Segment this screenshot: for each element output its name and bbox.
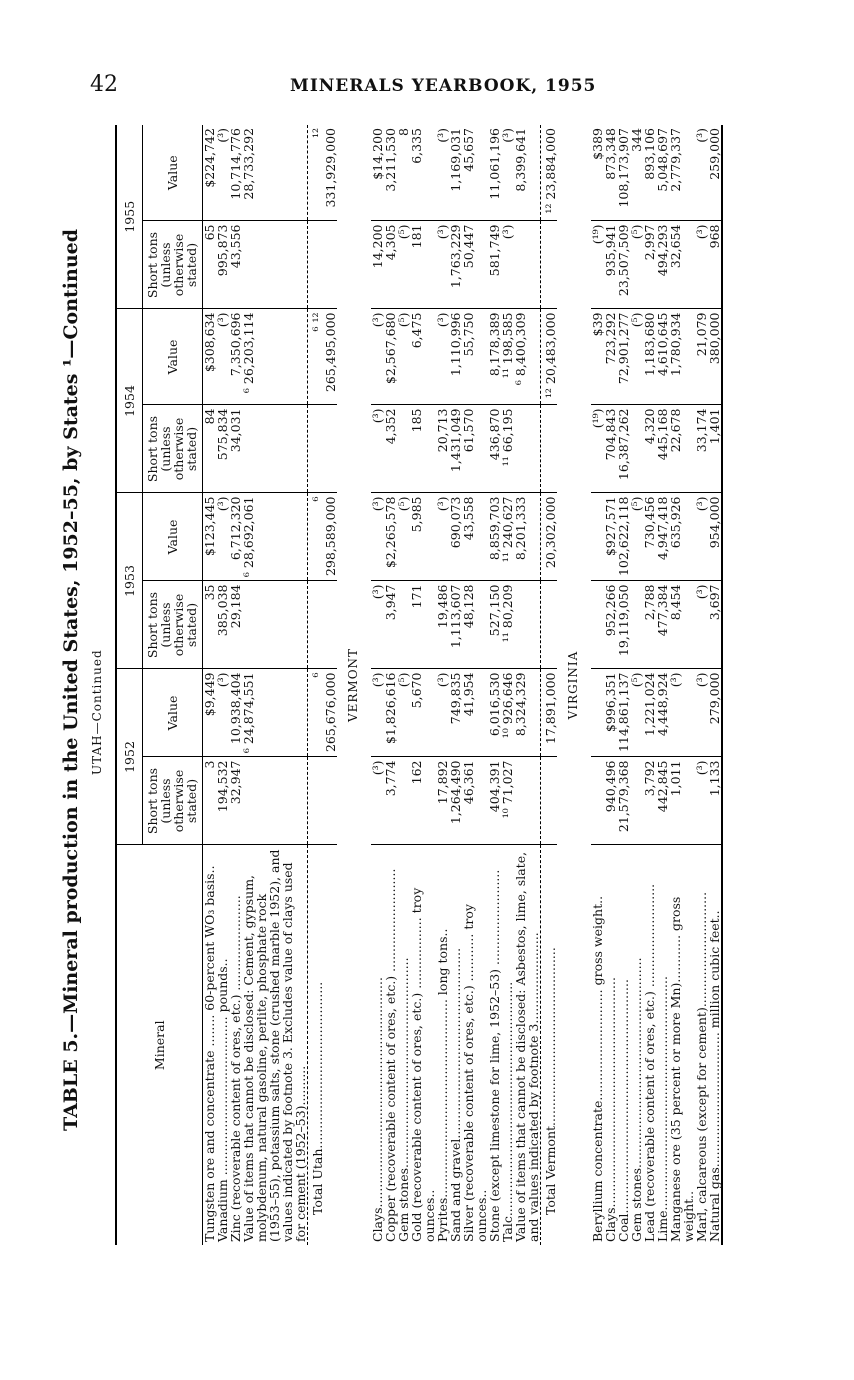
cell-value: 55,750: [462, 309, 488, 405]
cell-value: 3: [202, 757, 216, 845]
cell-value: 65: [202, 221, 216, 309]
cell-value: ¹⁰ 71,027: [501, 757, 514, 845]
cell-value: 6,475: [410, 309, 436, 405]
cell-value: [540, 221, 557, 309]
cell-value: (³): [669, 669, 695, 757]
cell-value: (³): [695, 493, 708, 581]
cell-value: 1,431,049: [449, 405, 462, 493]
cell-value: $9,449: [202, 669, 216, 757]
cell-value: [307, 221, 337, 309]
cell-value: 21,079: [695, 309, 708, 405]
cell-value: $224,742: [202, 125, 216, 221]
column-header-value: Value: [142, 125, 202, 221]
mineral-name: Marl, calcareous (except for cement).............................: [693, 891, 709, 1242]
table-row: [708, 125, 722, 1245]
rotated-table-block: [60, 115, 790, 1245]
cell-value: 17,891,000: [540, 669, 557, 757]
cell-value: [397, 405, 410, 493]
cell-value: 436,870: [488, 405, 501, 493]
cell-value: 45,657: [462, 125, 488, 221]
cell-value: [242, 405, 308, 493]
cell-value: 259,000: [708, 125, 722, 221]
table-row: [617, 125, 630, 1245]
table-row: [242, 125, 308, 1245]
cell-value: [307, 405, 337, 493]
mineral-name: Clays..........................................................: [369, 977, 385, 1242]
cell-value: 14,200: [371, 221, 384, 309]
cell-value: (³): [695, 757, 708, 845]
column-header-quantity: Short tons (unless otherwise stated): [142, 757, 202, 845]
cell-value: 50,447: [462, 221, 488, 309]
cell-value: 32,654: [669, 221, 695, 309]
cell-value: 171: [410, 581, 436, 669]
cell-value: 6,712,320: [229, 493, 242, 581]
cell-value: (⁵): [630, 221, 643, 309]
cell-value: (³): [371, 405, 384, 493]
cell-value: 41,954: [462, 669, 488, 757]
cell-value: 380,000: [708, 309, 722, 405]
state-heading-virginia: VIRGINIA: [566, 650, 580, 720]
cell-value: $927,571: [604, 493, 617, 581]
cell-value: [514, 757, 541, 845]
cell-value: 1,169,031: [449, 125, 462, 221]
mineral-name: Manganese ore (35 percent or more Mn)............ gross weight..: [667, 896, 696, 1242]
table-row: [410, 125, 436, 1245]
cell-value: 72,901,277: [617, 309, 630, 405]
cell-value: (³): [216, 669, 229, 757]
mineral-name: Coal...........................................................: [615, 979, 631, 1242]
state-heading-vermont: VERMONT: [346, 647, 360, 723]
table-row: [229, 125, 242, 1245]
table-body: [202, 125, 722, 1245]
cell-value: [540, 581, 557, 669]
state-heading-utah: UTAH—Continued: [90, 649, 104, 775]
cell-value: $389: [591, 125, 604, 221]
cell-value: [540, 757, 557, 845]
table-title: TABLE 5.—Mineral production in the United States, 1952–55, by States ¹—Continued: [60, 228, 82, 1132]
cell-value: 730,456: [643, 493, 656, 581]
column-header-year-1955: 1955: [116, 125, 142, 309]
cell-value: 29,184: [229, 581, 242, 669]
page-header: [0, 72, 854, 102]
cell-value: 527,150: [488, 581, 501, 669]
cell-value: (⁵): [397, 221, 410, 309]
table-row: [591, 125, 604, 1245]
cell-value: (³): [371, 581, 384, 669]
cell-value: 4,305: [384, 221, 397, 309]
cell-value: 108,173,907: [617, 125, 630, 221]
cell-value: 968: [708, 221, 722, 309]
cell-value: (¹⁹): [591, 221, 604, 309]
cell-value: [514, 581, 541, 669]
column-header-mineral: Mineral: [116, 845, 202, 1245]
mineral-name: Value of items that cannot be disclosed: Cement, gypsum, molybdenum, natural gasoline, perlite, phosphate rock (1953–55), potassium salts, stone (crushed marble 1952), and values indicated by footnote 3. Excludes value of clays used for cement (1952–53)..........: [240, 849, 308, 1242]
cell-value: ¹² 20,483,000: [540, 309, 557, 405]
cell-value: (³): [501, 125, 514, 221]
cell-value: 10,714,776: [229, 125, 242, 221]
cell-value: 4,610,645: [656, 309, 669, 405]
cell-value: 10,938,404: [229, 669, 242, 757]
cell-value: 16,387,262: [617, 405, 630, 493]
table-row: [630, 125, 643, 1245]
cell-value: (⁵): [397, 309, 410, 405]
cell-value: 48,128: [462, 581, 488, 669]
cell-value: 1,264,490: [449, 757, 462, 845]
cell-value: 11,061,196: [488, 125, 501, 221]
cell-value: [242, 757, 308, 845]
cell-value: ⁶ 265,676,000: [307, 669, 337, 757]
cell-value: (³): [436, 493, 449, 581]
cell-value: 194,532: [216, 757, 229, 845]
cell-value: 43,556: [229, 221, 242, 309]
cell-value: $308,634: [202, 309, 216, 405]
cell-value: [591, 493, 604, 581]
total-row: [540, 125, 557, 1245]
table-row: [501, 125, 514, 1245]
cell-value: 445,168: [656, 405, 669, 493]
cell-value: ⁶ ¹² 265,495,000: [307, 309, 337, 405]
cell-value: (⁵): [630, 493, 643, 581]
cell-value: (³): [695, 221, 708, 309]
cell-value: 162: [410, 757, 436, 845]
cell-value: 477,384: [656, 581, 669, 669]
table-row: [488, 125, 501, 1245]
cell-value: [630, 581, 643, 669]
mineral-name: Vanadium ........................................ pounds..: [214, 958, 230, 1242]
cell-value: 19,486: [436, 581, 449, 669]
mineral-name: Pyrites.................................................. long tons..: [434, 928, 450, 1242]
table-row: [514, 125, 541, 1245]
cell-value: (³): [695, 669, 708, 757]
cell-value: ¹² 331,929,000: [307, 125, 337, 221]
cell-value: (³): [695, 125, 708, 221]
cell-value: $39: [591, 309, 604, 405]
cell-value: [242, 221, 308, 309]
cell-value: 749,835: [449, 669, 462, 757]
cell-value: ¹¹ 80,209: [501, 581, 514, 669]
cell-value: 19,119,050: [617, 581, 630, 669]
table-row: [384, 125, 397, 1245]
cell-value: ¹² 23,884,000: [540, 125, 557, 221]
cell-value: 8: [397, 125, 410, 221]
column-header-value: Value: [142, 493, 202, 581]
cell-value: (³): [436, 125, 449, 221]
cell-value: 385,038: [216, 581, 229, 669]
column-header-year-1954: 1954: [116, 309, 142, 493]
column-header-value: Value: [142, 669, 202, 757]
mineral-name: Value of items that cannot be disclosed: Asbestos, lime, slate, and values indicated by footnote 3.......................: [512, 851, 541, 1242]
column-header-year-1952: 1952: [116, 669, 142, 845]
column-header-value: Value: [142, 309, 202, 405]
mineral-name: Copper (recoverable content of ores, etc.) ..........................: [382, 868, 398, 1242]
cell-value: (⁵): [630, 309, 643, 405]
column-header-quantity: Short tons (unless otherwise stated): [142, 405, 202, 493]
cell-value: 723,292: [604, 309, 617, 405]
cell-value: 22,678: [669, 405, 695, 493]
cell-value: 442,845: [656, 757, 669, 845]
cell-value: 3,774: [384, 757, 397, 845]
cell-value: (³): [695, 581, 708, 669]
table-row: [397, 125, 410, 1245]
cell-value: [591, 581, 604, 669]
cell-value: 1,401: [708, 405, 722, 493]
column-header-year-1953: 1953: [116, 493, 142, 669]
cell-value: (³): [371, 669, 384, 757]
cell-value: (³): [436, 221, 449, 309]
cell-value: 61,570: [462, 405, 488, 493]
cell-value: ⁶ 26,203,114: [242, 309, 308, 405]
cell-value: 279,000: [708, 669, 722, 757]
cell-value: 8,859,703: [488, 493, 501, 581]
cell-value: [242, 581, 308, 669]
cell-value: (³): [216, 309, 229, 405]
cell-value: 873,348: [604, 125, 617, 221]
cell-value: 8,178,389: [488, 309, 501, 405]
cell-value: $14,200: [371, 125, 384, 221]
table-row: [449, 125, 462, 1245]
cell-value: [397, 757, 410, 845]
cell-value: 2,997: [643, 221, 656, 309]
cell-value: 1,763,229: [449, 221, 462, 309]
cell-value: 494,293: [656, 221, 669, 309]
cell-value: (³): [371, 309, 384, 405]
cell-value: 20,302,000: [540, 493, 557, 581]
cell-value: 8,399,641: [514, 125, 541, 221]
cell-value: 6,016,530: [488, 669, 501, 757]
mineral-name: Lime...........................................................: [654, 976, 670, 1242]
table-row: [656, 125, 669, 1245]
cell-value: 1,011: [669, 757, 695, 845]
cell-value: 1,183,680: [643, 309, 656, 405]
table-row: [604, 125, 617, 1245]
mineral-name: Talc...........................................................: [499, 981, 515, 1242]
cell-value: [397, 581, 410, 669]
mineral-name: Zinc (recoverable content of ores, etc.) ........................: [227, 895, 243, 1242]
cell-value: 35: [202, 581, 216, 669]
cell-value: 46,361: [462, 757, 488, 845]
cell-value: 3,947: [384, 581, 397, 669]
cell-value: 635,926: [669, 493, 695, 581]
cell-value: ⁶ 8,400,309: [514, 309, 541, 405]
cell-value: (³): [436, 309, 449, 405]
mineral-name: Gem stones.....................................................: [395, 957, 411, 1242]
cell-value: 5,670: [410, 669, 436, 757]
cell-value: 32,947: [229, 757, 242, 845]
cell-value: (³): [371, 757, 384, 845]
mineral-name: Natural gas.................................. million cubic feet..: [708, 845, 722, 1245]
mineral-name: Gold (recoverable content of ores, etc.) .................. troy ounces..: [408, 887, 437, 1242]
cell-value: 6,335: [410, 125, 436, 221]
column-header-quantity: Short tons (unless otherwise stated): [142, 581, 202, 669]
cell-value: [307, 581, 337, 669]
cell-value: [591, 757, 604, 845]
column-header-quantity: Short tons (unless otherwise stated): [142, 221, 202, 309]
cell-value: [540, 405, 557, 493]
cell-value: (⁵): [630, 669, 643, 757]
cell-value: 4,448,924: [656, 669, 669, 757]
cell-value: ⁶ 28,692,061: [242, 493, 308, 581]
table-row: [695, 125, 708, 1245]
cell-value: ⁶ 298,589,000: [307, 493, 337, 581]
cell-value: 2,779,337: [669, 125, 695, 221]
cell-value: ¹⁰ 926,646: [501, 669, 514, 757]
cell-value: 43,558: [462, 493, 488, 581]
cell-value: 2,788: [643, 581, 656, 669]
cell-value: 84: [202, 405, 216, 493]
cell-value: 704,843: [604, 405, 617, 493]
mineral-name: Sand and gravel................................................: [447, 947, 463, 1242]
cell-value: (⁵): [397, 669, 410, 757]
table-row: [202, 125, 216, 1245]
mineral-name: Tungsten ore and concentrate ........ 60-percent WO₃ basis..: [201, 865, 217, 1242]
mineral-name: Total Vermont.............................................: [540, 845, 557, 1245]
mineral-name: Silver (recoverable content of ores, etc.) ............ troy ounces..: [460, 904, 489, 1242]
cell-value: 1,221,024: [643, 669, 656, 757]
cell-value: 893,106: [643, 125, 656, 221]
cell-value: (³): [216, 493, 229, 581]
cell-value: 114,861,137: [617, 669, 630, 757]
cell-value: 1,780,934: [669, 309, 695, 405]
cell-value: 690,073: [449, 493, 462, 581]
mineral-name: Total Utah..........................................: [307, 845, 337, 1245]
cell-value: 7,350,696: [229, 309, 242, 405]
cell-value: [514, 221, 541, 309]
mineral-name: Lead (recoverable content of ores, etc.) ..........................: [641, 883, 657, 1242]
cell-value: [630, 757, 643, 845]
mineral-name: Clays..........................................................: [602, 977, 618, 1242]
cell-value: 20,713: [436, 405, 449, 493]
cell-value: (³): [501, 221, 514, 309]
cell-value: $123,445: [202, 493, 216, 581]
table-row: [643, 125, 656, 1245]
mineral-name: Gem stones.....................................................: [628, 957, 644, 1242]
cell-value: 5,048,697: [656, 125, 669, 221]
cell-value: 344: [630, 125, 643, 221]
cell-value: 1,133: [708, 757, 722, 845]
cell-value: [630, 405, 643, 493]
cell-value: (³): [371, 493, 384, 581]
cell-value: (³): [216, 125, 229, 221]
cell-value: ¹¹ 198,585: [501, 309, 514, 405]
mineral-name: Stone (except limestone for lime, 1952–53) ........................: [486, 869, 502, 1242]
cell-value: 4,320: [643, 405, 656, 493]
cell-value: [514, 405, 541, 493]
cell-value: $1,826,616: [384, 669, 397, 757]
cell-value: ¹¹ 66,195: [501, 405, 514, 493]
cell-value: 952,266: [604, 581, 617, 669]
cell-value: 28,733,292: [242, 125, 308, 221]
cell-value: (⁵): [397, 493, 410, 581]
cell-value: 8,324,329: [514, 669, 541, 757]
running-title: MINERALS YEARBOOK, 1955: [290, 76, 597, 96]
cell-value: 4,352: [384, 405, 397, 493]
cell-value: $996,351: [604, 669, 617, 757]
mineral-name: Beryllium concentrate............................ gross weight..: [589, 895, 605, 1242]
cell-value: ⁶ 24,874,551: [242, 669, 308, 757]
cell-value: $2,567,680: [384, 309, 397, 405]
cell-value: 954,000: [708, 493, 722, 581]
cell-value: 17,892: [436, 757, 449, 845]
cell-value: ¹¹ 240,627: [501, 493, 514, 581]
cell-value: (³): [436, 669, 449, 757]
cell-value: 3,792: [643, 757, 656, 845]
cell-value: 581,749: [488, 221, 501, 309]
cell-value: [591, 669, 604, 757]
cell-value: $2,265,578: [384, 493, 397, 581]
cell-value: 181: [410, 221, 436, 309]
cell-value: [307, 757, 337, 845]
cell-value: 34,031: [229, 405, 242, 493]
cell-value: 185: [410, 405, 436, 493]
cell-value: 1,110,996: [449, 309, 462, 405]
page-number: 42: [90, 72, 118, 97]
cell-value: 33,174: [695, 405, 708, 493]
cell-value: 8,454: [669, 581, 695, 669]
cell-value: 8,201,333: [514, 493, 541, 581]
cell-value: 3,211,530: [384, 125, 397, 221]
cell-value: (¹⁹): [591, 405, 604, 493]
total-row: [307, 125, 337, 1245]
cell-value: 21,579,368: [617, 757, 630, 845]
cell-value: 4,947,418: [656, 493, 669, 581]
cell-value: 3,697: [708, 581, 722, 669]
cell-value: 940,496: [604, 757, 617, 845]
cell-value: 575,834: [216, 405, 229, 493]
cell-value: 995,873: [216, 221, 229, 309]
cell-value: 404,391: [488, 757, 501, 845]
table-row: [436, 125, 449, 1245]
cell-value: 935,941: [604, 221, 617, 309]
cell-value: 5,985: [410, 493, 436, 581]
table-row: [462, 125, 488, 1245]
cell-value: 23,507,509: [617, 221, 630, 309]
table-row: [216, 125, 229, 1245]
table-row: [669, 125, 695, 1245]
mineral-production-table: [115, 125, 723, 1245]
cell-value: 102,622,118: [617, 493, 630, 581]
table-row: [371, 125, 384, 1245]
cell-value: 1,113,607: [449, 581, 462, 669]
